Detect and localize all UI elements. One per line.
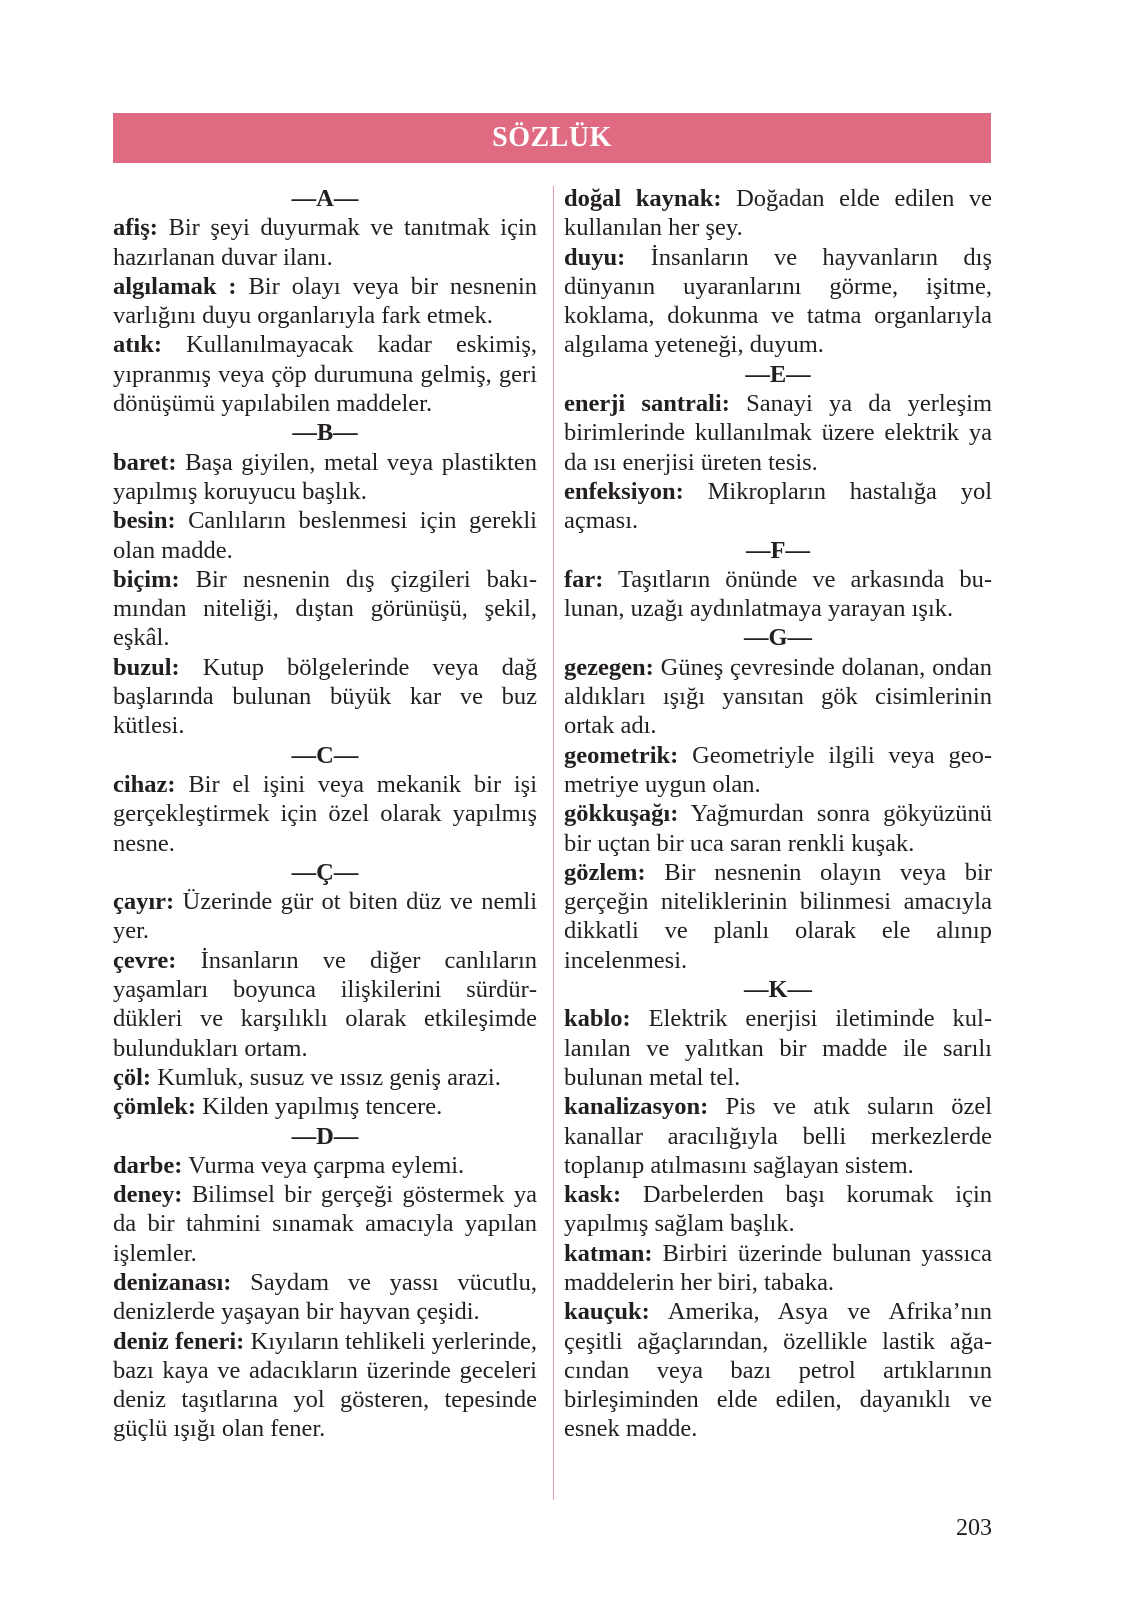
dictionary-entry (564, 1239, 992, 1298)
letter-heading: —F— (746, 536, 810, 564)
dictionary-entry (113, 1092, 537, 1121)
dictionary-entry (113, 770, 537, 858)
dictionary-entry (113, 1063, 537, 1092)
letter-heading: —E— (745, 360, 811, 388)
dictionary-entry (113, 213, 537, 272)
entry-definition: Kumluk, susuz ve ıssız geniş arazi. (157, 1063, 501, 1091)
entry-definition: Kilden yapılmış tencere. (202, 1093, 443, 1121)
entry-definition: Birbiri üzerinde bulunan yassıca maddelerin her biri, tabaka. (564, 1239, 992, 1296)
letter-heading: —B— (292, 419, 358, 447)
dictionary-entry (113, 653, 537, 741)
entry-definition: Bir nesnenin olayın veya bir gerçeğin niteliklerinin bilinmesi amacıyla dikkatli ve planlı olarak ele alınıp incelenmesi. (564, 858, 992, 974)
entry-term: deney: (113, 1181, 183, 1209)
entry-term: geometrik: (564, 741, 679, 769)
entry-term: buzul: (113, 653, 180, 681)
dictionary-entry (113, 565, 537, 653)
entry-definition: Amerika, Asya ve Afrika’nın çeşitli ağaçlarından, özellikle lastik ağacından veya bazı petrol artıklarının birleşiminden elde edilen, dayanıklı ve esnek madde. (564, 1298, 992, 1443)
dictionary-entry (113, 1268, 537, 1327)
dictionary-entry (113, 506, 537, 565)
entry-definition: Elektrik enerjisi iletiminde kullanılan ve yalıtkan bir madde ile sarılı bulunan metal tel. (564, 1005, 992, 1091)
dictionary-entry (113, 1327, 537, 1444)
entry-term: afiş: (113, 214, 158, 242)
dictionary-entry (564, 1297, 992, 1443)
dictionary-entry (564, 389, 992, 477)
dictionary-entry (564, 653, 992, 741)
entry-term: kanalizasyon: (564, 1093, 709, 1121)
entry-definition: Mikropların hastalığa yol açması. (564, 477, 992, 535)
entry-term: besin: (113, 507, 176, 535)
entry-term: gökkuşağı: (564, 800, 679, 828)
entry-definition: Yağmurdan sonra gökyüzünü bir uçtan bir uca saran renkli kuşak. (564, 800, 992, 857)
column-divider (553, 186, 554, 1500)
entry-term: kablo: (564, 1005, 631, 1033)
dictionary-entry (564, 1180, 992, 1239)
dictionary-entry (564, 799, 992, 858)
entry-term: kask: (564, 1181, 622, 1209)
entry-term: enfeksiyon: (564, 477, 684, 505)
dictionary-entry (564, 243, 992, 360)
page-title: SÖZLÜK (113, 113, 991, 163)
entry-definition: Bir nesnenin dış çizgileri bakımından niteliği, dıştan görünüşü, şekil, eşkâl. (113, 565, 538, 652)
entry-term: çayır: (113, 888, 175, 916)
letter-heading: —G— (743, 624, 813, 652)
entry-definition: Sanayi ya da yerleşim birimlerinde kullanılmak üzere elektrik ya da ısı enerjisi üreten tesis. (564, 390, 992, 476)
entry-term: darbe: (113, 1151, 183, 1179)
entry-term: çevre: (113, 946, 177, 974)
dictionary-entry (113, 272, 537, 331)
letter-heading: —C— (291, 741, 359, 769)
entry-definition: Darbelerden başı korumak için yapılmış sağlam başlık. (564, 1181, 992, 1238)
entry-definition: İnsanların ve diğer canlıların yaşamları boyunca ilişkilerini sürdürdükleri ve karşılıklı olarak etkileşimde bulundukları ortam. (113, 946, 538, 1062)
entry-definition: Pis ve atık suların özel kanallar aracılığıyla belli merkezlerde toplanıp atılmasını sağlayan sistem. (564, 1093, 992, 1179)
entry-definition: Bilimsel bir gerçeği göstermek ya da bir tahmini sınamak amacıyla yapılan işlemler. (113, 1181, 537, 1267)
entry-term: atık: (113, 331, 162, 359)
left-column (113, 184, 537, 1444)
dictionary-entry (113, 1151, 537, 1180)
entry-definition: Başa giyilen, metal veya plastikten yapılmış koruyucu başlık. (113, 448, 537, 505)
entry-term: far: (564, 565, 604, 593)
entry-definition: Kutup bölgelerinde veya dağ başlarında bulunan büyük kar ve buz kütlesi. (113, 653, 538, 740)
entry-definition: Geometriyle ilgili veya geometriye uygun olan. (564, 741, 993, 798)
entry-definition: Üzerinde gür ot biten düz ve nemli yer. (113, 888, 538, 945)
letter-heading: —A— (291, 185, 359, 212)
entry-definition: Bir el işini veya mekanik bir işi gerçekleştirmek için özel olarak yapılmış nesne. (113, 770, 537, 857)
entry-definition: Taşıtların önünde ve arkasında bulunan, uzağı aydınlatmaya yarayan ışık. (564, 565, 992, 623)
entry-definition: Saydam ve yassı vücutlu, denizlerde yaşayan bir hayvan çeşidi. (113, 1268, 538, 1326)
entry-term: gözlem: (564, 858, 646, 886)
entry-term: doğal kaynak: (564, 185, 722, 212)
entry-definition: Bir şeyi duyurmak ve tanıtmak için hazırlanan duvar ilanı. (113, 214, 537, 271)
entry-term: deniz feneri: (113, 1327, 245, 1355)
entry-term: çöl: (113, 1063, 152, 1091)
dictionary-entry (113, 448, 537, 507)
dictionary-entry (113, 946, 537, 1063)
dictionary-entry (113, 1180, 537, 1268)
entry-definition: Güneş çevresinde dolanan, ondan aldıkları ışığı yansıtan gök cisimlerinin ortak adı. (564, 653, 993, 740)
letter-heading: —K— (743, 976, 813, 1004)
entry-term: katman: (564, 1239, 653, 1267)
entry-definition: İnsanların ve hayvanların dış dünyanın uyaranlarını görme, işitme, koklama, dokunma ve tatma organlarıyla algılama yeteneği, duyum. (564, 243, 992, 359)
entry-term: denizanası: (113, 1268, 232, 1296)
dictionary-entry (564, 477, 992, 536)
entry-definition: Canlıların beslenmesi için gerekli olan madde. (113, 507, 537, 564)
dictionary-entry (113, 887, 537, 946)
entry-term: algılamak : (113, 272, 237, 300)
page-number: 203 (956, 1515, 992, 1541)
entry-term: kauçuk: (564, 1298, 650, 1326)
right-column (564, 184, 992, 1444)
entry-definition: Doğadan elde edilen ve kullanılan her şey. (564, 185, 993, 242)
entry-term: cihaz: (113, 770, 176, 798)
dictionary-entry (564, 184, 992, 243)
letter-heading: —Ç— (291, 858, 359, 886)
dictionary-entry (564, 565, 992, 624)
dictionary-entry (564, 1004, 992, 1092)
dictionary-entry (113, 330, 537, 418)
entry-term: baret: (113, 448, 177, 476)
dictionary-entry (564, 1092, 992, 1180)
entry-definition: Kullanılmayacak kadar eskimiş, yıpranmış veya çöp durumuna gelmiş, geri dönüşümü yapılabilen maddeler. (113, 331, 538, 418)
entry-term: gezegen: (564, 653, 654, 681)
entry-term: duyu: (564, 243, 626, 271)
letter-heading: —D— (291, 1122, 359, 1150)
entry-definition: Bir olayı veya bir nesnenin varlığını duyu organlarıyla fark etmek. (113, 272, 537, 330)
dictionary-entry (564, 858, 992, 975)
dictionary-entry (564, 741, 992, 800)
entry-term: enerji santrali: (564, 390, 730, 418)
entry-definition: Kıyıların tehlikeli yerlerinde, bazı kaya ve adacıkların üzerinde geceleri deniz taşıtlarına yol gösteren, tepesinde güçlü ışığı olan fener. (113, 1327, 538, 1443)
entry-term: biçim: (113, 565, 180, 593)
entry-definition: Vurma veya çarpma eylemi. (188, 1151, 465, 1179)
entry-term: çömlek: (113, 1093, 196, 1121)
